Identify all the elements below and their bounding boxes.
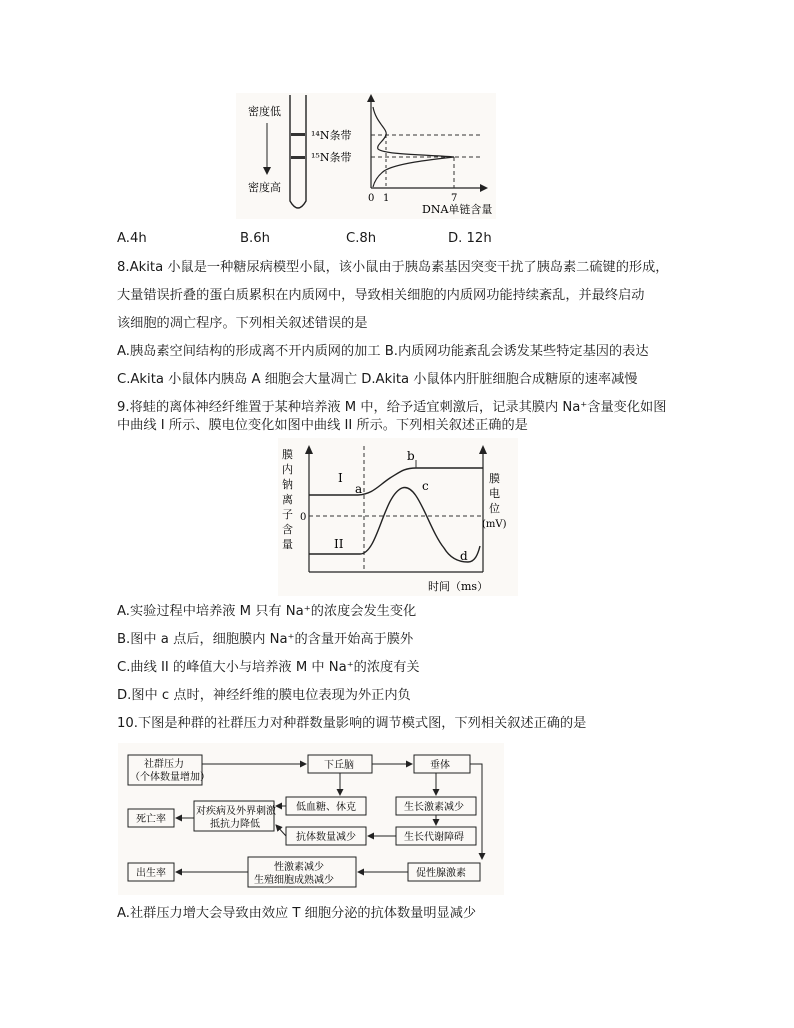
q8-stem-line3: 该细胞的凋亡程序。下列相关叙述错误的是: [117, 316, 368, 331]
zero-label: 0: [300, 512, 307, 523]
q8-stem-line1: 8.Akita 小鼠是一种糖尿病模型小鼠，该小鼠由于胰岛素基因突变干扰了胰岛素二硫键的形成，: [117, 260, 669, 275]
ylabel-right-0: 膜: [489, 472, 500, 485]
text-gonadotropin: 促性腺激素: [416, 868, 466, 879]
curve-ii-label: II: [334, 537, 344, 551]
text-resist-2: 抵抗力降低: [210, 819, 260, 830]
tick-7: 7: [451, 193, 458, 204]
text-resist-1: 对疾病及外界刺激: [196, 806, 276, 817]
x-axis-label: DNA单链含量: [422, 203, 493, 216]
q7-option-d: D. 12h: [448, 231, 492, 246]
text-pressure-2: （个体数量增加）: [130, 772, 210, 783]
curve-i: [309, 468, 483, 495]
q9-option-b: B.图中 a 点后，细胞膜内 Na⁺的含量开始高于膜外: [117, 632, 414, 647]
label-15n-band: ¹⁵N条带: [311, 151, 352, 164]
point-d: d: [460, 549, 468, 563]
x-axis-arrow-icon: [480, 184, 488, 192]
text-antibody: 抗体数量减少: [296, 832, 356, 843]
text-sex-1: 性激素减少: [274, 862, 324, 873]
text-metabolism: 生长代谢障碍: [404, 832, 464, 843]
social-pressure-svg: [118, 743, 504, 895]
q10-stem: 10.下图是种群的社群压力对种群数量影响的调节模式图，下列相关叙述正确的是: [117, 716, 587, 731]
q10-option-a: A.社群压力增大会导致由效应 T 细胞分泌的抗体数量明显减少: [117, 906, 477, 921]
q9-option-a: A.实验过程中培养液 M 只有 Na⁺的浓度会发生变化: [117, 604, 417, 619]
figure-social-pressure: [118, 743, 504, 895]
ylabel-left-4: 子: [282, 508, 293, 521]
text-death: 死亡率: [136, 814, 166, 825]
q8-stem-line2: 大量错误折叠的蛋白质累积在内质网中，导致相关细胞的内质网功能持续紊乱，并最终启动: [117, 288, 645, 303]
curve-i-label: I: [338, 471, 343, 485]
arrow-head-icon: [263, 167, 271, 175]
ylabel-left-3: 离: [282, 493, 293, 506]
text-birth: 出生率: [136, 868, 166, 879]
text-hypothalamus: 下丘脑: [324, 760, 354, 771]
unit-mv: (mV): [482, 519, 507, 530]
ylabel-left-6: 量: [282, 538, 293, 551]
y-axis-arrow-icon: [367, 94, 375, 102]
text-gh-down: 生长激素减少: [404, 802, 464, 813]
point-b: b: [407, 449, 415, 463]
q8-options-cd: C.Akita 小鼠体内胰岛 A 细胞会大量凋亡 D.Akita 小鼠体内肝脏细胞合成糖原的速率减慢: [117, 372, 638, 387]
arrow-antibody-resist: [276, 825, 286, 836]
ylabel-left-2: 钠: [282, 478, 293, 491]
q9-option-d: D.图中 c 点时，神经纤维的膜电位表现为外正内负: [117, 688, 411, 703]
q8-options-ab: A.胰岛素空间结构的形成离不开内质网的加工 B.内质网功能紊乱会诱发某些特定基因的表达: [117, 344, 649, 359]
right-axis-arrow-icon: [479, 445, 487, 454]
ylabel-right-2: 位: [489, 502, 500, 515]
q9-stem-line1: 9.将蛙的离体神经纤维置于某种培养液 M 中，给予适宜刺激后，记录其膜内 Na⁺含量变化如图: [117, 400, 667, 415]
text-pressure-1: 社群压力: [144, 759, 184, 770]
q7-option-c: C.8h: [346, 231, 377, 246]
figure-membrane-potential: [278, 438, 518, 596]
membrane-potential-svg: [278, 438, 518, 596]
left-axis-arrow-icon: [305, 445, 313, 454]
point-c: c: [422, 479, 429, 493]
ylabel-right-1: 电: [489, 487, 500, 500]
q7-option-a: A.4h: [117, 231, 147, 246]
density-curve: [373, 107, 454, 187]
point-a: a: [355, 482, 363, 496]
q9-option-c: C.曲线 II 的峰值大小与培养液 M 中 Na⁺的浓度有关: [117, 660, 420, 675]
time-axis-label: 时间（ms）: [428, 580, 489, 593]
ylabel-left-1: 内: [282, 463, 293, 476]
ylabel-left-0: 膜: [282, 448, 293, 461]
tick-0: 0: [368, 193, 375, 204]
text-low-sugar: 低血糖、休克: [296, 802, 356, 813]
text-pituitary: 垂体: [430, 760, 450, 771]
text-sex-2: 生殖细胞成熟减少: [254, 875, 334, 886]
label-density-high: 密度高: [248, 181, 281, 194]
q9-stem-line2: 中曲线 I 所示、膜电位变化如图中曲线 II 所示。下列相关叙述正确的是: [117, 418, 528, 433]
test-tube: [290, 95, 306, 208]
ylabel-left-5: 含: [282, 523, 293, 536]
band-14n: [291, 133, 305, 136]
label-density-low: 密度低: [248, 105, 281, 118]
tick-1: 1: [383, 193, 390, 204]
band-15n: [291, 156, 305, 159]
label-14n-band: ¹⁴N条带: [311, 129, 352, 142]
q7-option-b: B.6h: [240, 231, 270, 246]
density-gradient-svg: [236, 93, 496, 219]
figure-density-gradient: [236, 93, 496, 219]
